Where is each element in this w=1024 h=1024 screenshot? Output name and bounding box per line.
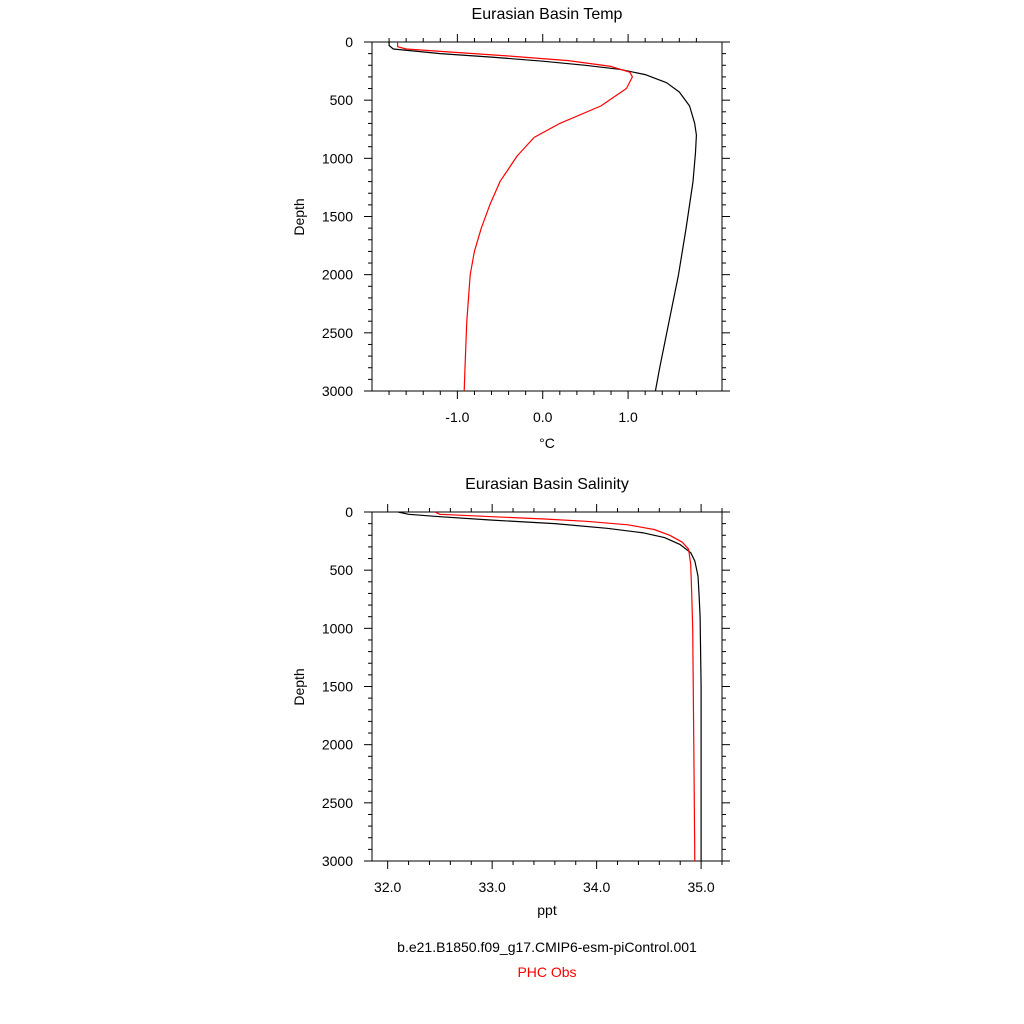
temp-chart-title: Eurasian Basin Temp	[471, 6, 623, 23]
legend-model-label: b.e21.B1850.f09_g17.CMIP6-esm-piControl.001	[397, 939, 697, 955]
salinity-y-axis-title: Depth	[291, 668, 307, 706]
salinity-panel	[291, 476, 730, 918]
temp-y-tick-label: 2500	[321, 324, 353, 341]
salinity-chart-title: Eurasian Basin Salinity	[465, 476, 629, 493]
temp-y-tick-labels	[322, 34, 353, 399]
salinity-plot-frame	[372, 512, 722, 861]
salinity-x-tick-labels	[374, 879, 715, 895]
temp-series-group	[389, 42, 696, 391]
temp-y-tick-label: 3000	[321, 383, 353, 399]
salinity-y-tick-labels	[322, 504, 353, 869]
salinity-x-tick-label: 35.0	[687, 879, 715, 895]
legend-obs-label: PHC Obs	[517, 964, 577, 980]
salinity-x-tick-label: 33.0	[478, 879, 506, 895]
temp-obs-line	[398, 42, 633, 391]
temp-panel	[291, 6, 730, 451]
salinity-series-group	[398, 512, 701, 861]
temp-y-tick-label: 2000	[321, 266, 353, 283]
salinity-y-tick-label: 3000	[321, 853, 353, 869]
salinity-x-axis-title: ppt	[537, 902, 557, 918]
temp-y-axis-title: Depth	[291, 198, 307, 236]
temp-plot-frame	[372, 42, 722, 391]
salinity-x-tick-label: 32.0	[374, 879, 402, 895]
salinity-axis-ticks	[364, 504, 730, 869]
salinity-obs-line	[435, 512, 695, 861]
temp-y-tick-label: 500	[329, 92, 353, 109]
salinity-model-line	[398, 512, 701, 861]
salinity-y-tick-label: 0	[345, 504, 353, 520]
temp-x-tick-label: 1.0	[618, 409, 638, 425]
salinity-y-tick-label: 500	[329, 562, 353, 579]
temp-model-line	[389, 42, 696, 391]
temp-x-tick-label: -1.0	[445, 409, 470, 425]
salinity-y-tick-label: 2000	[321, 736, 353, 753]
temp-y-tick-label: 0	[345, 34, 353, 50]
salinity-x-tick-label: 34.0	[583, 879, 611, 895]
salinity-y-tick-label: 1000	[321, 620, 353, 637]
temp-x-tick-label: 0.0	[532, 409, 553, 425]
salinity-y-tick-label: 2500	[321, 794, 353, 811]
temp-y-tick-label: 1000	[321, 150, 353, 167]
temp-x-axis-title: °C	[539, 435, 555, 451]
temp-x-tick-labels	[445, 409, 638, 425]
salinity-y-tick-label: 1500	[321, 678, 353, 695]
temp-y-tick-label: 1500	[321, 208, 353, 225]
